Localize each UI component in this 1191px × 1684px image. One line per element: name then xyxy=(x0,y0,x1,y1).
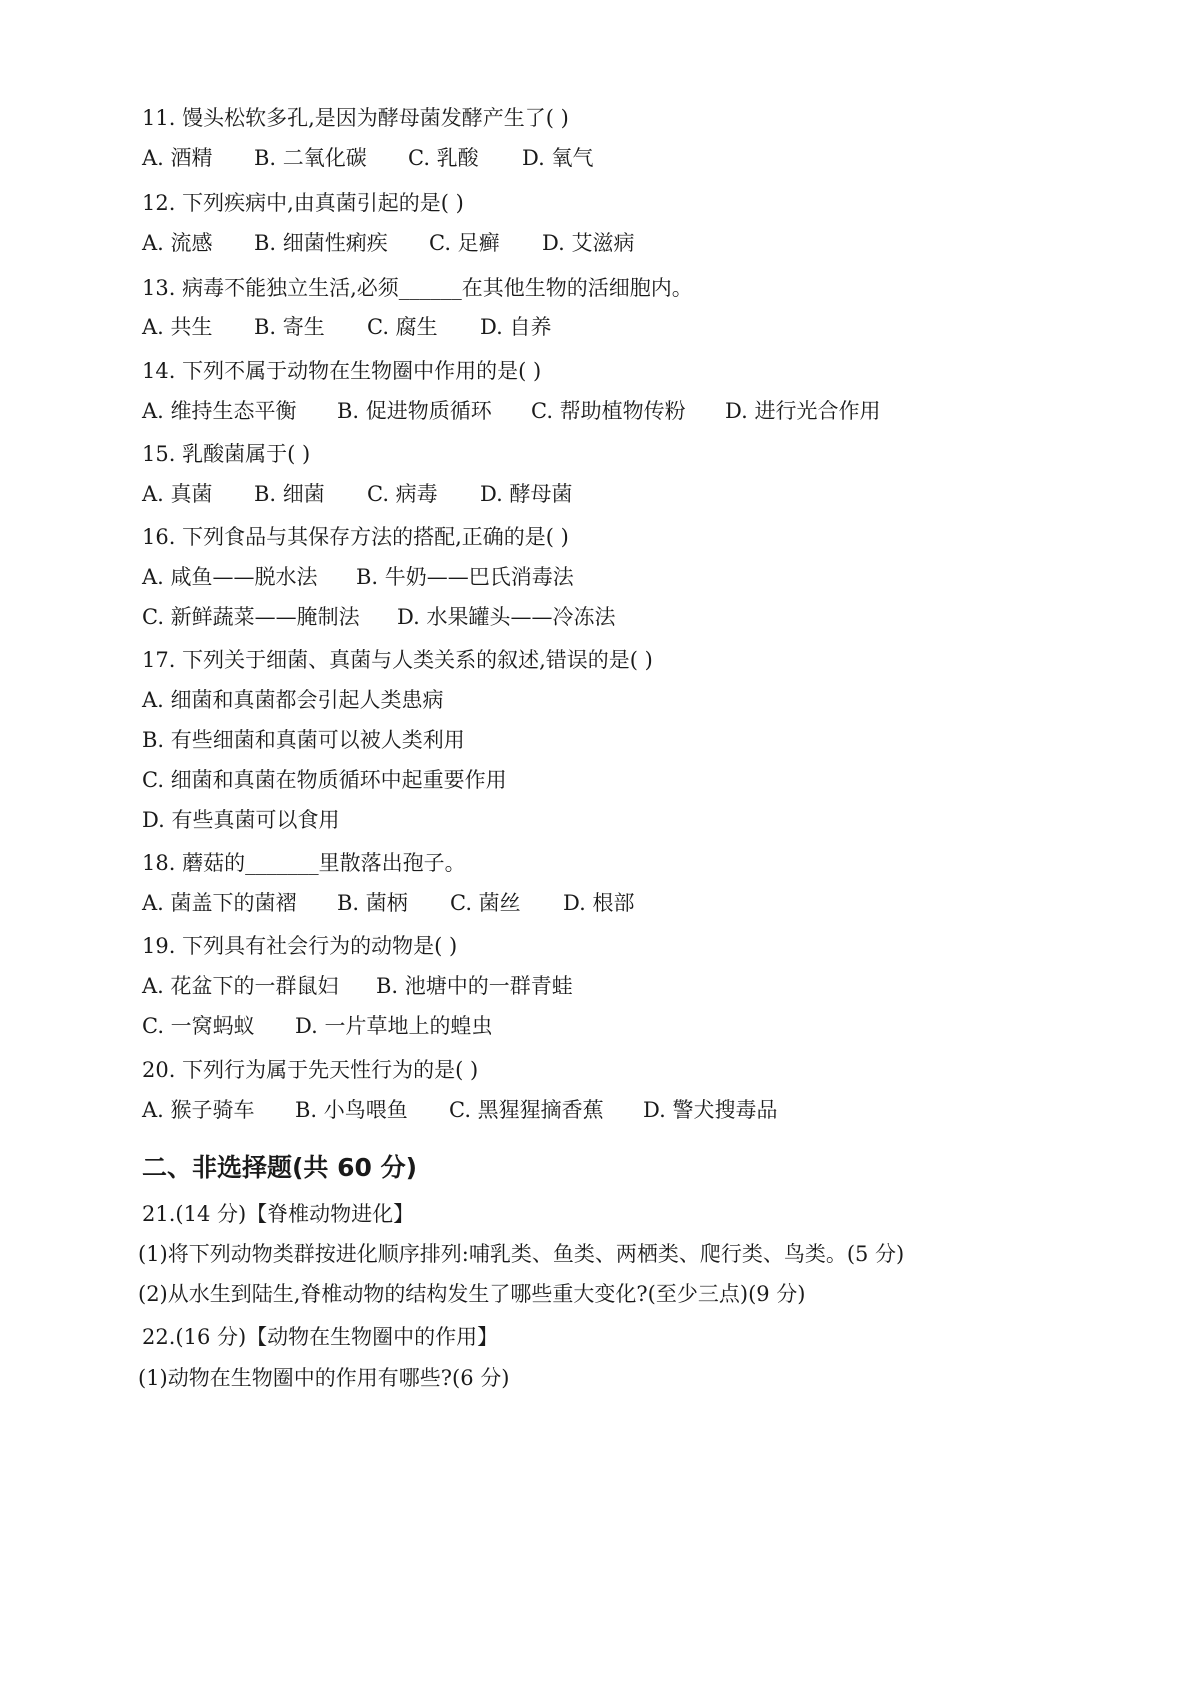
option-d: D. 氧气 xyxy=(522,146,594,170)
question-20-stem: 20. 下列行为属于先天性行为的是( ) xyxy=(142,1058,479,1082)
question-18-options xyxy=(142,889,1042,917)
question-21-header: 21.(14 分)【脊椎动物进化】 xyxy=(142,1202,415,1226)
question-13-options xyxy=(142,313,1042,341)
question-16-options-row1 xyxy=(142,563,1042,591)
option-b: B. 二氧化碳 xyxy=(254,146,367,170)
question-14-stem: 14. 下列不属于动物在生物圈中作用的是( ) xyxy=(142,359,542,383)
option-c: C. 乳酸 xyxy=(408,146,479,170)
question-15-options xyxy=(142,480,1042,508)
question-22-sub-1: (1)动物在生物圈中的作用有哪些?(6 分) xyxy=(138,1366,510,1390)
option-a: A. 维持生态平衡 xyxy=(142,399,297,423)
option-b: B. 池塘中的一群青蛙 xyxy=(376,974,573,998)
question-13-stem: 13. 病毒不能独立生活,必须______在其他生物的活细胞内。 xyxy=(142,276,693,300)
option-c: C. 一窝蚂蚁 xyxy=(142,1014,255,1038)
question-21-sub-2: (2)从水生到陆生,脊椎动物的结构发生了哪些重大变化?(至少三点)(9 分) xyxy=(138,1282,806,1306)
option-b: B. 小鸟喂鱼 xyxy=(295,1098,408,1122)
question-16-stem: 16. 下列食品与其保存方法的搭配,正确的是( ) xyxy=(142,525,569,549)
option-b: B. 细菌 xyxy=(254,482,325,506)
option-b: B. 寄生 xyxy=(254,315,325,339)
option-c: C. 足癣 xyxy=(429,231,500,255)
option-d: D. 根部 xyxy=(563,891,635,915)
question-21-sub-1: (1)将下列动物类群按进化顺序排列:哺乳类、鱼类、两栖类、爬行类、鸟类。(5 分) xyxy=(138,1242,905,1266)
option-d: D. 警犬搜毒品 xyxy=(643,1098,778,1122)
section-title: 二、非选择题(共 60 分) xyxy=(142,1153,418,1182)
question-15-stem: 15. 乳酸菌属于( ) xyxy=(142,442,311,466)
question-19-options-row1 xyxy=(142,972,1042,1000)
option-d: D. 酵母菌 xyxy=(480,482,573,506)
option-a: A. 菌盖下的菌褶 xyxy=(142,891,297,915)
option-d: D. 艾滋病 xyxy=(542,231,635,255)
question-12-stem: 12. 下列疾病中,由真菌引起的是( ) xyxy=(142,191,464,215)
option-a: A. 酒精 xyxy=(142,146,213,170)
option-c: C. 腐生 xyxy=(367,315,438,339)
option-c: C. 帮助植物传粉 xyxy=(531,399,686,423)
option-c: C. 黑猩猩摘香蕉 xyxy=(449,1098,604,1122)
option-c: C. 新鲜蔬菜——腌制法 xyxy=(142,605,360,629)
option-b: B. 有些细菌和真菌可以被人类利用 xyxy=(142,728,465,752)
option-c: C. 菌丝 xyxy=(450,891,521,915)
option-d: D. 有些真菌可以食用 xyxy=(142,808,340,832)
option-a: A. 流感 xyxy=(142,231,213,255)
option-c: C. 病毒 xyxy=(367,482,438,506)
question-16-options-row2 xyxy=(142,603,1042,631)
option-b: B. 促进物质循环 xyxy=(337,399,492,423)
question-11-options xyxy=(142,144,1042,172)
question-20-options xyxy=(142,1096,1042,1124)
option-a: A. 咸鱼——脱水法 xyxy=(142,565,318,589)
option-a: A. 共生 xyxy=(142,315,213,339)
option-a: A. 猴子骑车 xyxy=(142,1098,255,1122)
question-19-options-row2 xyxy=(142,1012,1042,1040)
option-a: A. 真菌 xyxy=(142,482,213,506)
option-d: D. 进行光合作用 xyxy=(725,399,881,423)
question-18-stem: 18. 蘑菇的_______里散落出孢子。 xyxy=(142,851,466,875)
option-d: D. 自养 xyxy=(480,315,552,339)
option-c: C. 细菌和真菌在物质循环中起重要作用 xyxy=(142,768,507,792)
option-a: A. 花盆下的一群鼠妇 xyxy=(142,974,339,998)
question-12-options xyxy=(142,229,1042,257)
option-d: D. 一片草地上的蝗虫 xyxy=(295,1014,493,1038)
option-d: D. 水果罐头——冷冻法 xyxy=(397,605,616,629)
question-22-header: 22.(16 分)【动物在生物圈中的作用】 xyxy=(142,1325,499,1349)
question-14-options xyxy=(142,397,1042,425)
question-17-stem: 17. 下列关于细菌、真菌与人类关系的叙述,错误的是( ) xyxy=(142,648,653,672)
option-b: B. 菌柄 xyxy=(337,891,408,915)
question-11-stem: 11. 馒头松软多孔,是因为酵母菌发酵产生了( ) xyxy=(142,106,569,130)
option-b: B. 牛奶——巴氏消毒法 xyxy=(356,565,574,589)
question-19-stem: 19. 下列具有社会行为的动物是( ) xyxy=(142,934,458,958)
option-b: B. 细菌性痢疾 xyxy=(254,231,388,255)
option-a: A. 细菌和真菌都会引起人类患病 xyxy=(142,688,444,712)
